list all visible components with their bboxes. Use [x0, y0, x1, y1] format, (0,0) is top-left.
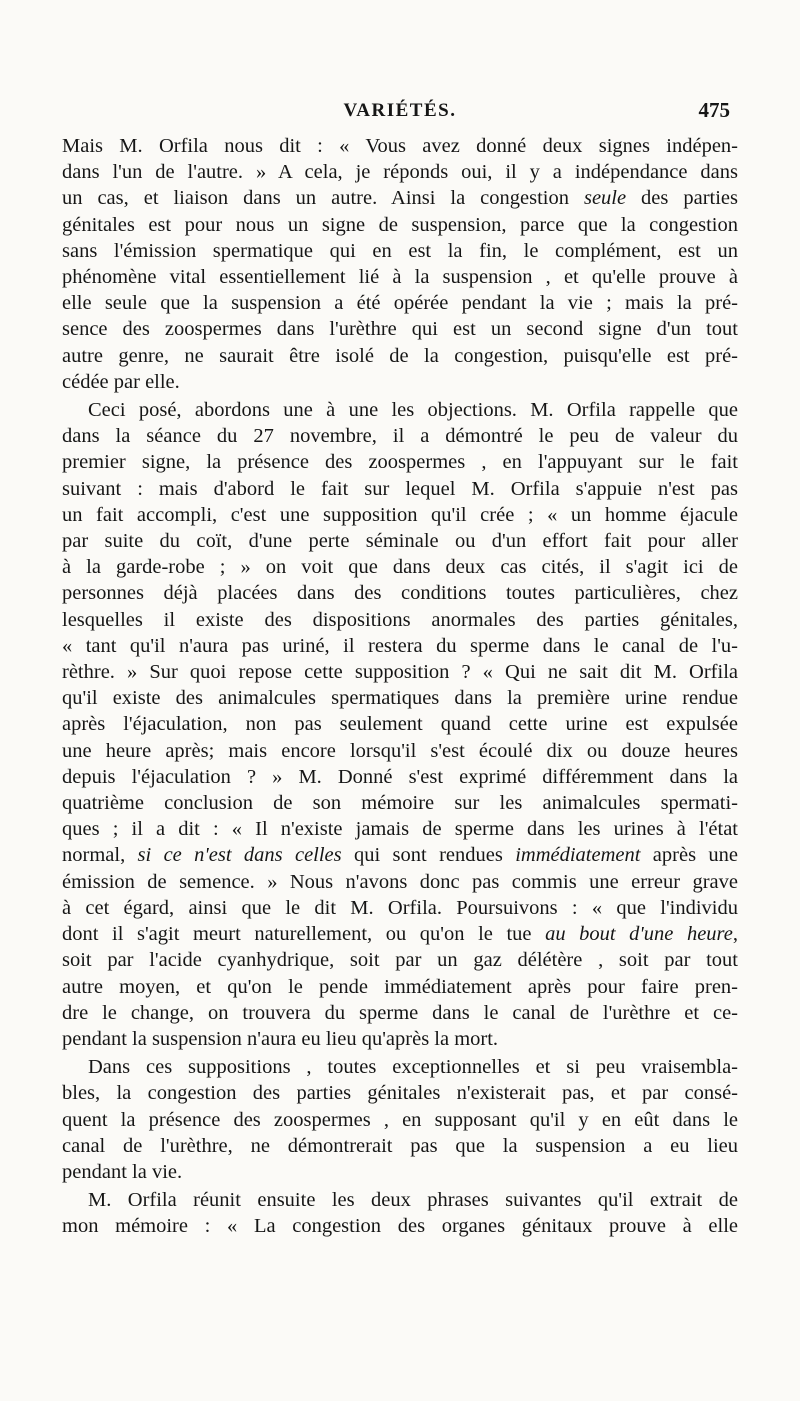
running-title: VARIÉTÉS. — [343, 100, 457, 121]
text-line: dans la séance du 27 novembre, il a démontré le peu de valeur du — [62, 425, 738, 448]
text-line: un fait accompli, c'est une supposition qu'il crée ; « un homme éjacule — [62, 503, 738, 526]
text-line: sence des zoospermes dans l'urèthre qui est un second signe d'un tout — [62, 318, 738, 341]
text-line: sans l'émission spermatique qui en est la fin, le complément, est un — [62, 239, 738, 262]
text-line: M. Orfila réunit ensuite les deux phrases suivantes qu'il extrait de — [88, 1189, 738, 1212]
text-line: à la garde-robe ; » on voit que dans deux cas cités, il s'agit ici de — [62, 556, 738, 579]
paragraph — [62, 133, 738, 395]
text-line: normal, si ce n'est dans celles qui sont rendues immédiatement après une — [62, 844, 738, 867]
text-line: autre genre, ne saurait être isolé de la congestion, puisqu'elle est pré- — [62, 344, 738, 367]
text-line: « tant qu'il n'aura pas uriné, il restera du sperme dans le canal de l'u- — [62, 634, 738, 657]
text-line: dont il s'agit meurt naturellement, ou qu'on le tue au bout d'une heure, — [62, 923, 738, 946]
text-line: qu'il existe des animalcules spermatiques dans la première urine rendue — [62, 687, 738, 710]
text-line: bles, la congestion des parties génitales n'existerait pas, et par consé- — [62, 1082, 738, 1105]
text-line: rèthre. » Sur quoi repose cette supposition ? « Qui ne sait dit M. Orfila — [62, 661, 738, 684]
text-line: personnes déjà placées dans des conditions toutes particulières, chez — [62, 582, 738, 605]
text-line: quent la présence des zoospermes , en supposant qu'il y en eût dans le — [62, 1108, 738, 1131]
text-line: Dans ces suppositions , toutes exceptionnelles et si peu vraisembla- — [88, 1056, 738, 1079]
text-line: pendant la vie. — [62, 1160, 183, 1183]
text-line: quatrième conclusion de son mémoire sur les animalcules spermati- — [62, 792, 738, 815]
text-line: cédée par elle. — [62, 370, 180, 393]
text-line: génitales est pour nous un signe de suspension, parce que la congestion — [62, 213, 738, 236]
text-line: phénomène vital essentiellement lié à la suspension , et qu'elle prouve à — [62, 266, 738, 289]
text-line: par suite du coït, d'une perte séminale ou d'un effort fait pour aller — [62, 530, 738, 553]
text-line: lesquelles il existe des dispositions anormales des parties génitales, — [62, 608, 738, 631]
paragraph — [62, 1187, 738, 1239]
text-line: un cas, et liaison dans un autre. Ainsi la congestion seule des parties — [62, 187, 738, 210]
text-line: Mais M. Orfila nous dit : « Vous avez donné deux signes indépen- — [62, 135, 738, 157]
text-line: mon mémoire : « La congestion des organes génitaux prouve à elle — [62, 1215, 738, 1238]
text-line: Ceci posé, abordons une à une les objections. M. Orfila rappelle que — [88, 399, 738, 422]
paragraph — [62, 1054, 738, 1185]
italic-text: immédiatement — [515, 844, 641, 867]
page-number: 475 — [698, 98, 730, 122]
text-line: pendant la suspension n'aura eu lieu qu'après la mort. — [62, 1027, 499, 1050]
italic-text: au bout d'une heure — [545, 923, 733, 946]
text-line: soit par l'acide cyanhydrique, soit par un gaz délétère , soit par tout — [62, 949, 738, 972]
text-line: premier signe, la présence des zoospermes , en l'appuyant sur le fait — [62, 451, 738, 474]
text-line: suivant : mais d'abord le fait sur lequel M. Orfila s'appuie n'est pas — [62, 477, 738, 500]
paragraph — [62, 397, 738, 1052]
text-line: une heure après; mais encore lorsqu'il s'est écoulé dix ou douze heures — [62, 739, 738, 762]
running-head — [0, 98, 800, 128]
body-text — [62, 133, 738, 1240]
text-line: elle seule que la suspension a été opérée pendant la vie ; mais la pré- — [62, 292, 738, 315]
text-line: canal de l'urèthre, ne démontrerait pas que la suspension a eu lieu — [62, 1134, 738, 1157]
italic-text: seule — [583, 187, 627, 210]
text-line: dans l'un de l'autre. » A cela, je réponds oui, il y a indépendance dans — [62, 161, 738, 184]
text-line: ques ; il a dit : « Il n'existe jamais de sperme dans les urines à l'état — [62, 818, 738, 841]
text-line: depuis l'éjaculation ? » M. Donné s'est exprimé différemment dans la — [62, 765, 738, 788]
text-line: autre moyen, et qu'on le pende immédiatement après pour faire pren- — [62, 975, 738, 998]
text-line: après l'éjaculation, non pas seulement quand cette urine est expulsée — [62, 713, 738, 736]
italic-text: si ce n'est dans celles — [137, 844, 342, 867]
text-line: dre le change, on trouvera du sperme dans le canal de l'urèthre et ce- — [62, 1001, 738, 1024]
text-line: émission de semence. » Nous n'avons donc pas commis une erreur grave — [62, 870, 738, 893]
text-line: à cet égard, ainsi que le dit M. Orfila. Poursuivons : « que l'individu — [62, 896, 738, 919]
